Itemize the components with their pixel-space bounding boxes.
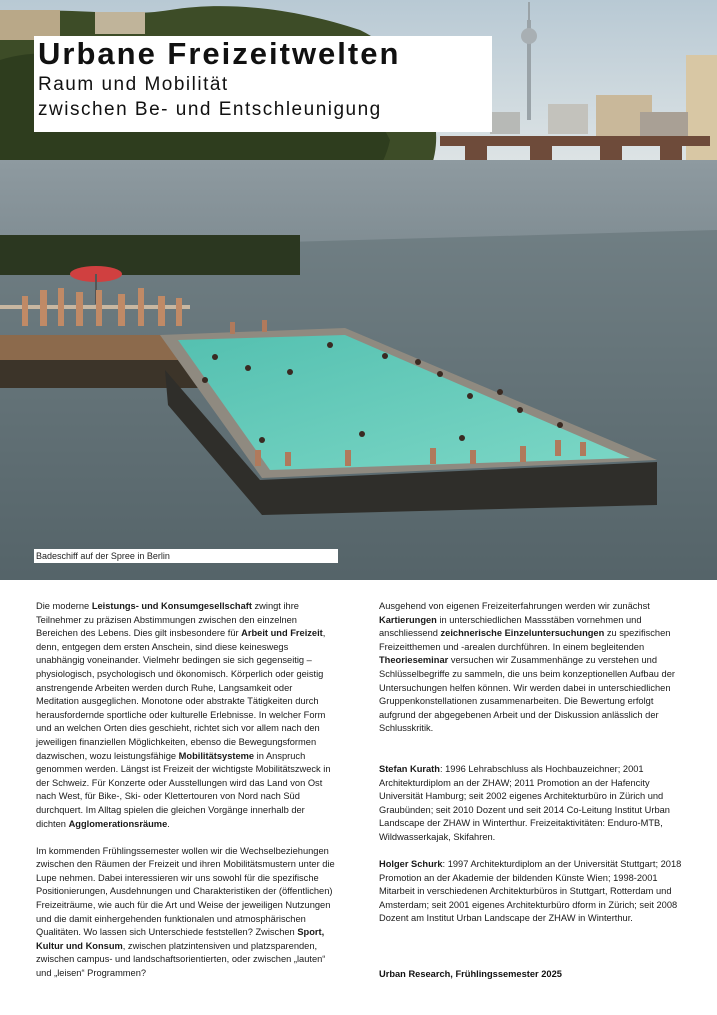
bold-term: Mobilitätsysteme bbox=[178, 750, 255, 761]
page-subtitle-line-2: zwischen Be- und Entschleunigung bbox=[38, 99, 382, 120]
text-run: versuchen wir Zusammenhänge zu verstehen und Schlüsselbegriffe zu sammeln, die uns beim konzeptionellen Aufbau der Untersuchungen helfen können. Wir werden dabei in unterschiedlichen Gruppenkonstellationen zusammenarbeiten. Die Bewertung erfolgt aufgrund der abgegebenen Arbeit und der Diskussion anlässlich der Schlusskritik. bbox=[379, 655, 675, 734]
title-block bbox=[34, 36, 492, 132]
text-run: : 1997 Architekturdiplom an der Universität Stuttgart; 2018 Promotion an der Akademie der bildenden Künste Wien; 1998-2001 Mitarbeit in verschiedenen Architekturbüros in Stuttgart, Rotterdam und Amsterdam; seit 2001 eigenes Architekturbüro dform in Zürich; seit 2008 Dozent am Institut Urban Landscape der ZHAW in Winterthur. bbox=[379, 859, 682, 924]
text-run: . bbox=[167, 818, 170, 829]
bold-term: zeichnerische Einzeluntersuchungen bbox=[440, 628, 605, 639]
bold-term: Sport, Kultur und Konsum bbox=[36, 927, 325, 951]
bio-stefan-kurath bbox=[379, 763, 687, 845]
text-run: in unterschiedlichen Massstäben vornehmen und anschliessend bbox=[379, 614, 642, 639]
bold-term: Kartierungen bbox=[379, 614, 437, 625]
footer-course-line: Urban Research, Frühlingssemester 2025 bbox=[379, 969, 562, 979]
page-title: Urbane Freizeitwelten bbox=[38, 36, 401, 71]
text-run: : 1996 Lehrabschluss als Hochbauzeichner; 2001 Architekturdiplom an der ZHAW; 2011 Promotion an der Hafencity Universität Hamburg; seit 2002 eigenes Architekturbüro in Zürich und Graubünden; seit 2010 Dozent und seit 2014 Co-Leitung Institut Urban Landscape der ZHAW in Winterthur. Freizeitaktivitäten: Enduro-MTB, Wildwasserkajak, Skifahren. bbox=[379, 763, 670, 842]
text-run: zu spezifischen Freizeitthemen und -arealen durchführen. In einem begleitenden bbox=[379, 628, 671, 652]
photo-caption: Badeschiff auf der Spree in Berlin bbox=[34, 549, 338, 563]
bio-holger-schurk bbox=[379, 858, 687, 926]
bold-term: Agglomerationsräume bbox=[68, 818, 168, 829]
bold-term: Arbeit und Freizeit bbox=[241, 628, 323, 639]
bold-term: Holger Schurk bbox=[379, 859, 443, 870]
text-run: Die moderne bbox=[36, 601, 92, 611]
bold-term: Stefan Kurath bbox=[379, 763, 440, 774]
semester-paragraph bbox=[36, 845, 336, 981]
intro-paragraph bbox=[36, 600, 336, 831]
bold-term: Leistungs- und Konsumgesellschaft bbox=[91, 601, 252, 611]
left-text-column bbox=[36, 600, 336, 994]
bold-term: Theorieseminar bbox=[379, 655, 449, 666]
text-run: , denn, entgegen dem ersten Anschein, sind diese keineswegs unabhängig voneinander. Vielmehr bedingen sie sich gegenseitig – physiologisch, psychologisch und ökonomisch. Körperlich oder geistig anstrengende Arbeiten werden durch Ruhe, Langsamkeit oder Meditation ausgeglichen. Monotone oder abstrakte Tätigkeiten durch herausfordernde sportliche oder kulturelle Erlebnisse. In welcher Form und an welchen Orten dies geschieht, richtet sich vor allem nach den jeweiligen finanziellen Möglichkeiten, ebenso die Bewegungsformen dazwischen, wozu leistungsfähige bbox=[36, 628, 326, 761]
text-run: , zwischen platzintensiven und platzsparenden, zwischen campus- und landschaftsorientierten, oder zwischen „lauten“ und „leisen“ Programmen? bbox=[36, 940, 326, 979]
right-text-column bbox=[379, 600, 687, 940]
text-run: zwingt ihre Teilnehmer zu präzisen Abstimmungen zwischen den einzelnen Bereichen des Lebens. Dies gilt insbesondere für bbox=[36, 601, 299, 639]
page-subtitle-line-1: Raum und Mobilität bbox=[38, 74, 229, 95]
text-run: Im kommenden Frühlingssemester wollen wir die Wechselbeziehungen zwischen den Räumen der Freizeit und ihren Mobilitätsmustern unter die Lupe nehmen. Dabei interessieren wir uns sowohl für die spezifische Positionierungen, Ausdehnungen und Charakteristiken der (öffentlichen) Freizeiträume, wie auch für die Art und Weise der jeweiligen Nutzungen und die damit einhergehenden funktionalen und atmosphärischen Qualitäten. Wo lassen sich Unterschiede feststellen? Zwischen bbox=[36, 845, 335, 938]
text-run: in Anspruch genommen werden. Längst ist Freizeit der wichtigste Mobilitätszweck in der Schweiz. Für Konzerte oder Ausstellungen wird das Land von Ost nach West, für Bike-, Ski- oder Klettertouren von Nord nach Süd durchquert. Im Alltag spielen die gleichen Vorgänge innerhalb der dichten bbox=[36, 750, 331, 829]
text-run: Ausgehend von eigenen Freizeiterfahrungen werden wir zunächst bbox=[379, 601, 650, 611]
method-paragraph bbox=[379, 600, 687, 736]
